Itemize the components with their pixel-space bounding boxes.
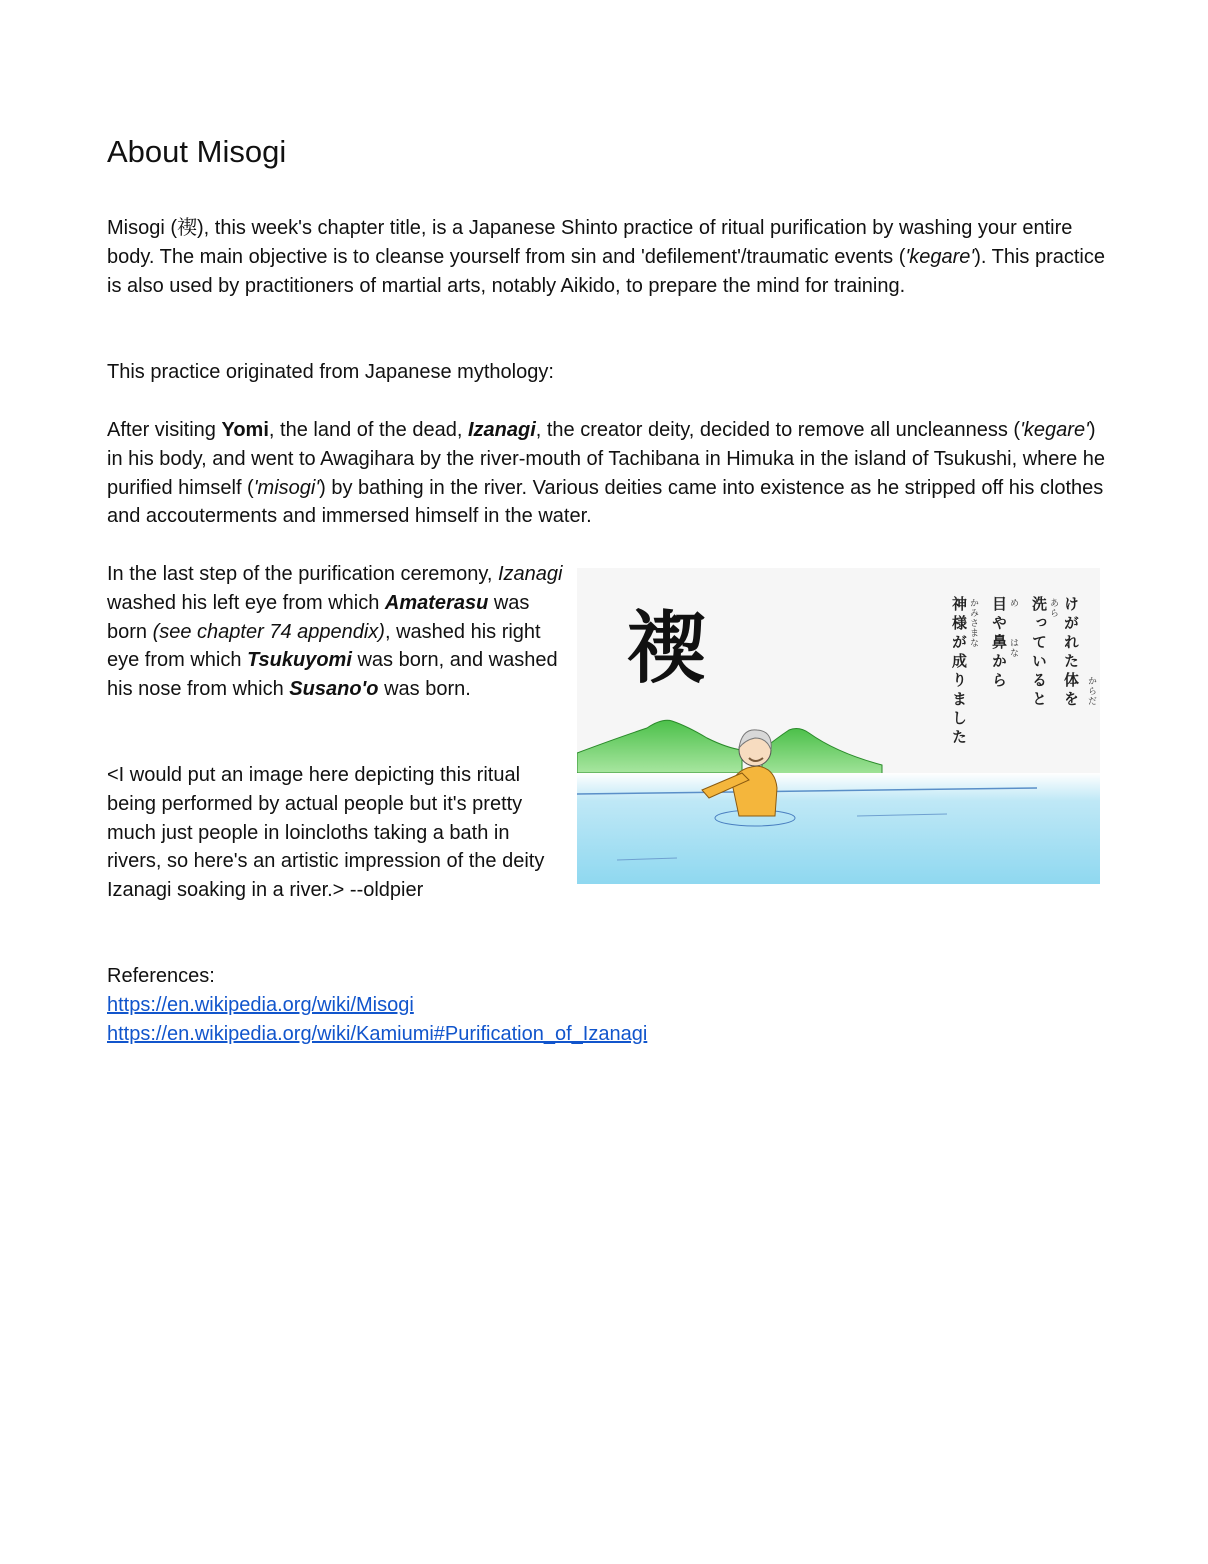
caption-column-4: 神様が成りました [950, 596, 968, 748]
caption-column-1: けがれた体を [1062, 596, 1080, 710]
last-step-text-d: , washed his right eye from which [107, 620, 541, 672]
intro-text-2: ), this week's chapter title, is a Japanese Shinto practice of ritual purification by washing your entire body. The main objective is to cleanse yourself from sin and 'defilement'/traumatic events ( [107, 217, 1073, 268]
origin-line: This practice originated from Japanese mythology: [107, 361, 554, 383]
myth-paragraph [107, 416, 1107, 531]
last-step-text-c: was born [107, 591, 530, 643]
last-step-text-a: In the last step of the purification ceremony, [107, 563, 498, 585]
caption-column-3: 目や鼻から [990, 596, 1008, 691]
caption-column-2: 洗っていると [1030, 596, 1048, 710]
misogi-term: 'misogi' [253, 476, 320, 499]
myth-text-a: After visiting [107, 419, 222, 441]
ruby-karada: からだ [1086, 676, 1096, 706]
myth-text-e: ) by bathing in the river. Various deities came into existence as he stripped off his clothes and accouterments and immersed himself in the water. [107, 476, 1104, 528]
reference-list [107, 991, 1107, 1049]
yomi-term: Yomi [221, 419, 269, 441]
izanagi-term: Izanagi [467, 419, 536, 441]
last-step-paragraph [107, 560, 567, 704]
page-title: About Misogi [107, 134, 287, 169]
reference-link-kamiumi[interactable]: https://en.wikipedia.org/wiki/Kamiumi#Purification_of_Izanagi [107, 1022, 648, 1045]
susanoo-term: Susano'o [289, 678, 379, 701]
misogi-kanji: 禊 [177, 217, 198, 239]
kegare-term: 'kegare' [905, 245, 975, 268]
tsukuyomi-term: Tsukuyomi [247, 649, 352, 672]
izanagi-illustration [577, 568, 1100, 884]
ruby-me: め [1008, 598, 1018, 608]
intro-text-1: Misogi ( [107, 217, 178, 239]
intro-paragraph [107, 214, 1107, 300]
references-label: References: [107, 965, 215, 987]
myth-text-b: , the land of the dead, [268, 419, 468, 441]
chapter-reference: (see chapter 74 appendix) [152, 620, 385, 643]
last-step-text-f: was born. [378, 678, 471, 701]
last-step-text-b: washed his left eye from which [107, 591, 385, 614]
reference-link-misogi[interactable]: https://en.wikipedia.org/wiki/Misogi [107, 994, 414, 1016]
izanagi-term: Izanagi [497, 563, 563, 585]
ruby-hana: はな [1008, 638, 1018, 658]
ruby-ara: あら [1048, 598, 1058, 618]
author-note: <I would put an image here depicting this ritual being performed by actual people but it's pretty much just people in loincloths taking a bath in rivers, so here's an artistic impression of the deity Izanagi soaking in a river.> --oldpier [107, 764, 545, 902]
amaterasu-term: Amaterasu [384, 591, 489, 614]
intro-text-3: ). This practice is also used by practitioners of martial arts, notably Aikido, to prepare the mind for training. [107, 245, 1105, 297]
myth-text-c: , the creator deity, decided to remove all uncleanness ( [535, 419, 1021, 441]
misogi-kanji-large: 禊 [627, 603, 706, 694]
ruby-kamisamana: かみさまな [968, 598, 978, 648]
kegare-term: 'kegare' [1020, 419, 1089, 441]
last-step-text-e: was born, and washed his nose from which [107, 649, 558, 701]
myth-text-d: ) in his body, and went to Awagihara by the river-mouth of Tachibana in Himuka in the island of Tsukushi, where he purified himself ( [107, 419, 1105, 499]
